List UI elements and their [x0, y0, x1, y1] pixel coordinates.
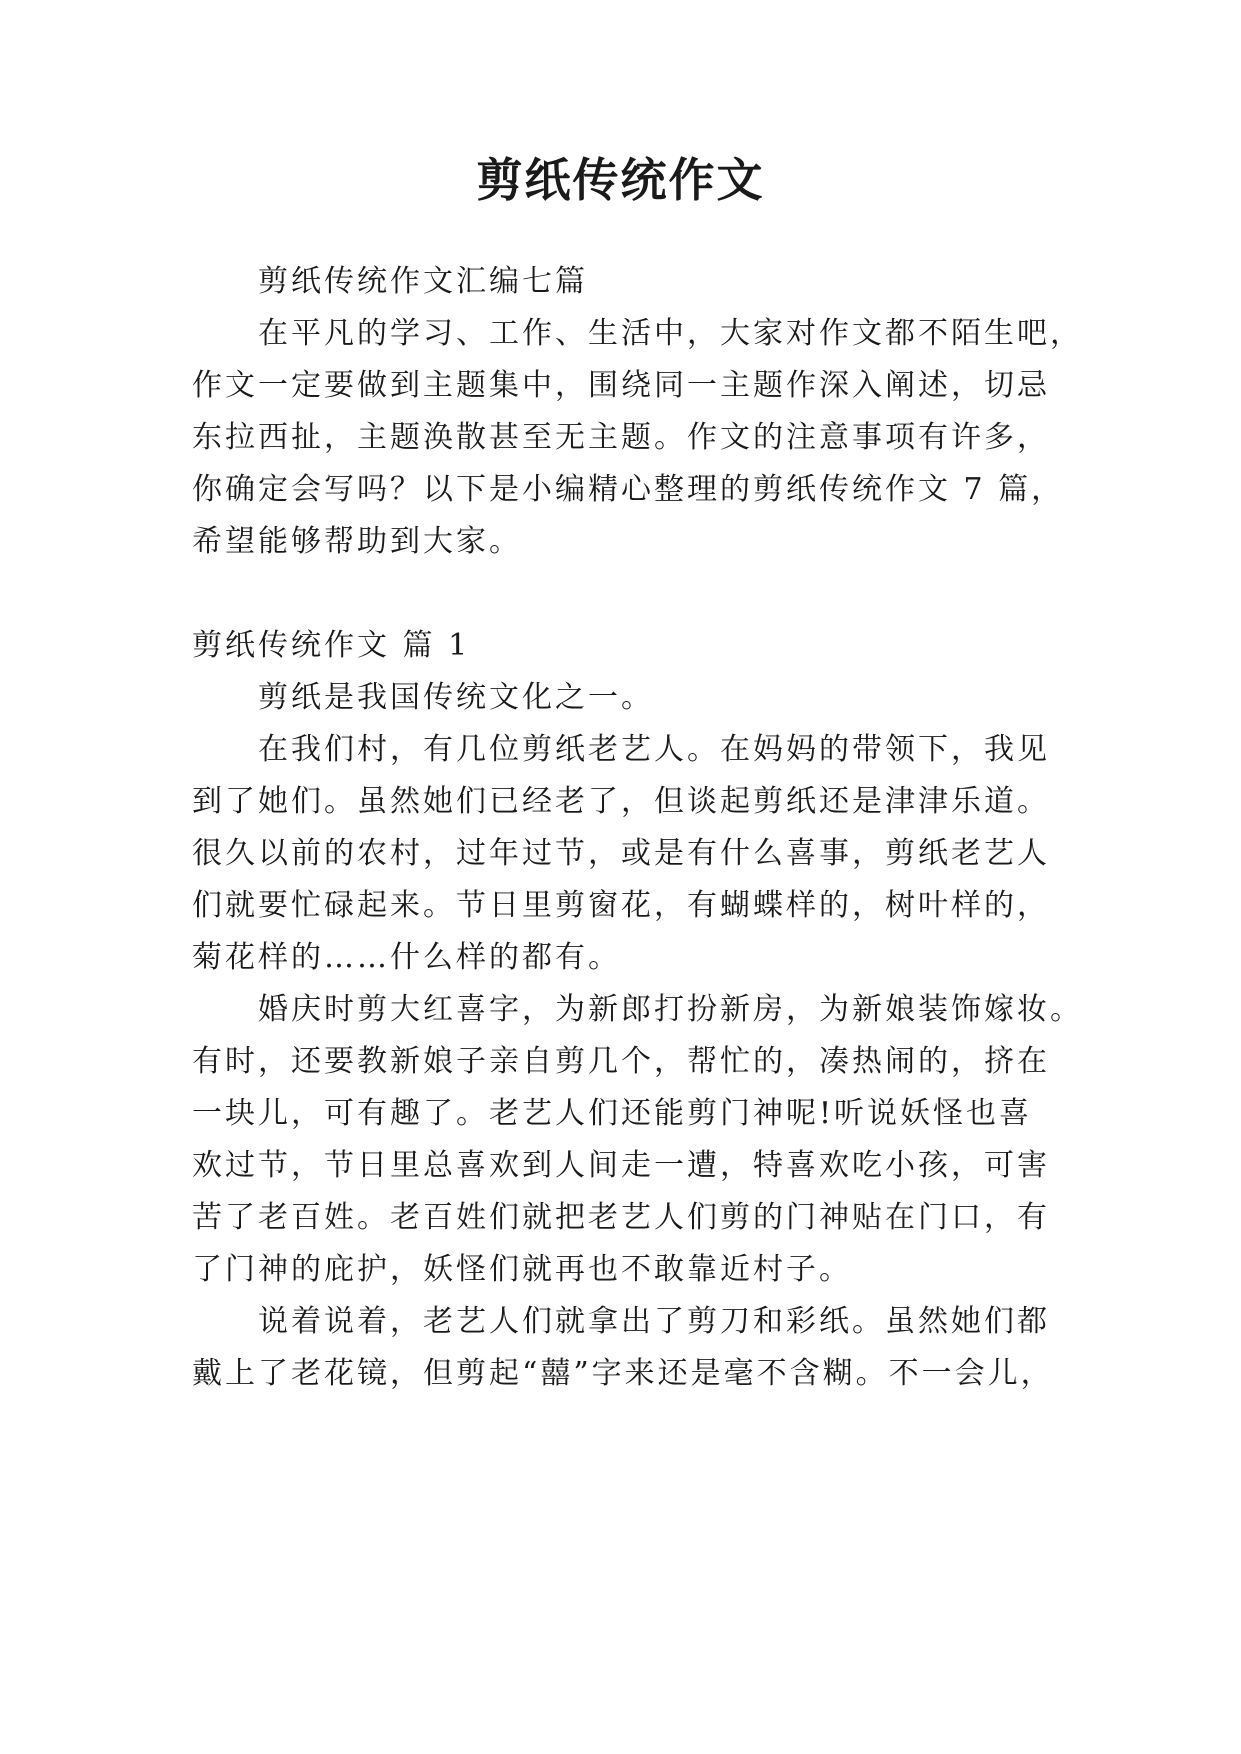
- body-line: 们就要忙碌起来。节日里剪窗花，有蝴蝶样的，树叶样的，: [192, 888, 1050, 923]
- body-line: 一块儿，可有趣了。老艺人们还能剪门神呢!听说妖怪也喜: [192, 1096, 1033, 1131]
- intro-line: 希望能够帮助到大家。: [192, 524, 522, 559]
- body-line: 欢过节，节日里总喜欢到人间走一遭，特喜欢吃小孩，可害: [192, 1148, 1050, 1183]
- intro-line: 作文一定要做到主题集中，围绕同一主题作深入阐述，切忌: [192, 368, 1050, 403]
- body-line: 有时，还要教新娘子亲自剪几个，帮忙的，凑热闹的，挤在: [192, 1044, 1050, 1079]
- section-heading: 剪纸传统作文 篇 1: [192, 628, 471, 663]
- intro-line: 东拉西扯，主题涣散甚至无主题。作文的注意事项有许多，: [192, 420, 1050, 455]
- body-line: 剪纸是我国传统文化之一。: [258, 680, 654, 715]
- body-line: 了门神的庇护，妖怪们就再也不敢靠近村子。: [192, 1252, 852, 1287]
- intro-line: 在平凡的学习、工作、生活中，大家对作文都不陌生吧，: [258, 316, 1083, 351]
- document-title: 剪纸传统作文: [476, 153, 765, 207]
- body-line: 戴上了老花镜，但剪起“囍”字来还是毫不含糊。不一会儿，: [192, 1356, 1054, 1391]
- body-line: 菊花样的……什么样的都有。: [192, 940, 621, 975]
- intro-line: 你确定会写吗？以下是小编精心整理的剪纸传统作文 7 篇，: [192, 472, 1065, 507]
- body-line: 说着说着，老艺人们就拿出了剪刀和彩纸。虽然她们都: [258, 1304, 1050, 1339]
- body-line: 在我们村，有几位剪纸老艺人。在妈妈的带领下，我见: [258, 732, 1050, 767]
- body-line: 到了她们。虽然她们已经老了，但谈起剪纸还是津津乐道。: [192, 784, 1050, 819]
- body-line: 很久以前的农村，过年过节，或是有什么喜事，剪纸老艺人: [192, 836, 1050, 871]
- document-subtitle: 剪纸传统作文汇编七篇: [258, 264, 588, 299]
- body-line: 婚庆时剪大红喜字，为新郎打扮新房，为新娘装饰嫁妆。: [258, 992, 1083, 1027]
- body-line: 苦了老百姓。老百姓们就把老艺人们剪的门神贴在门口，有: [192, 1200, 1050, 1235]
